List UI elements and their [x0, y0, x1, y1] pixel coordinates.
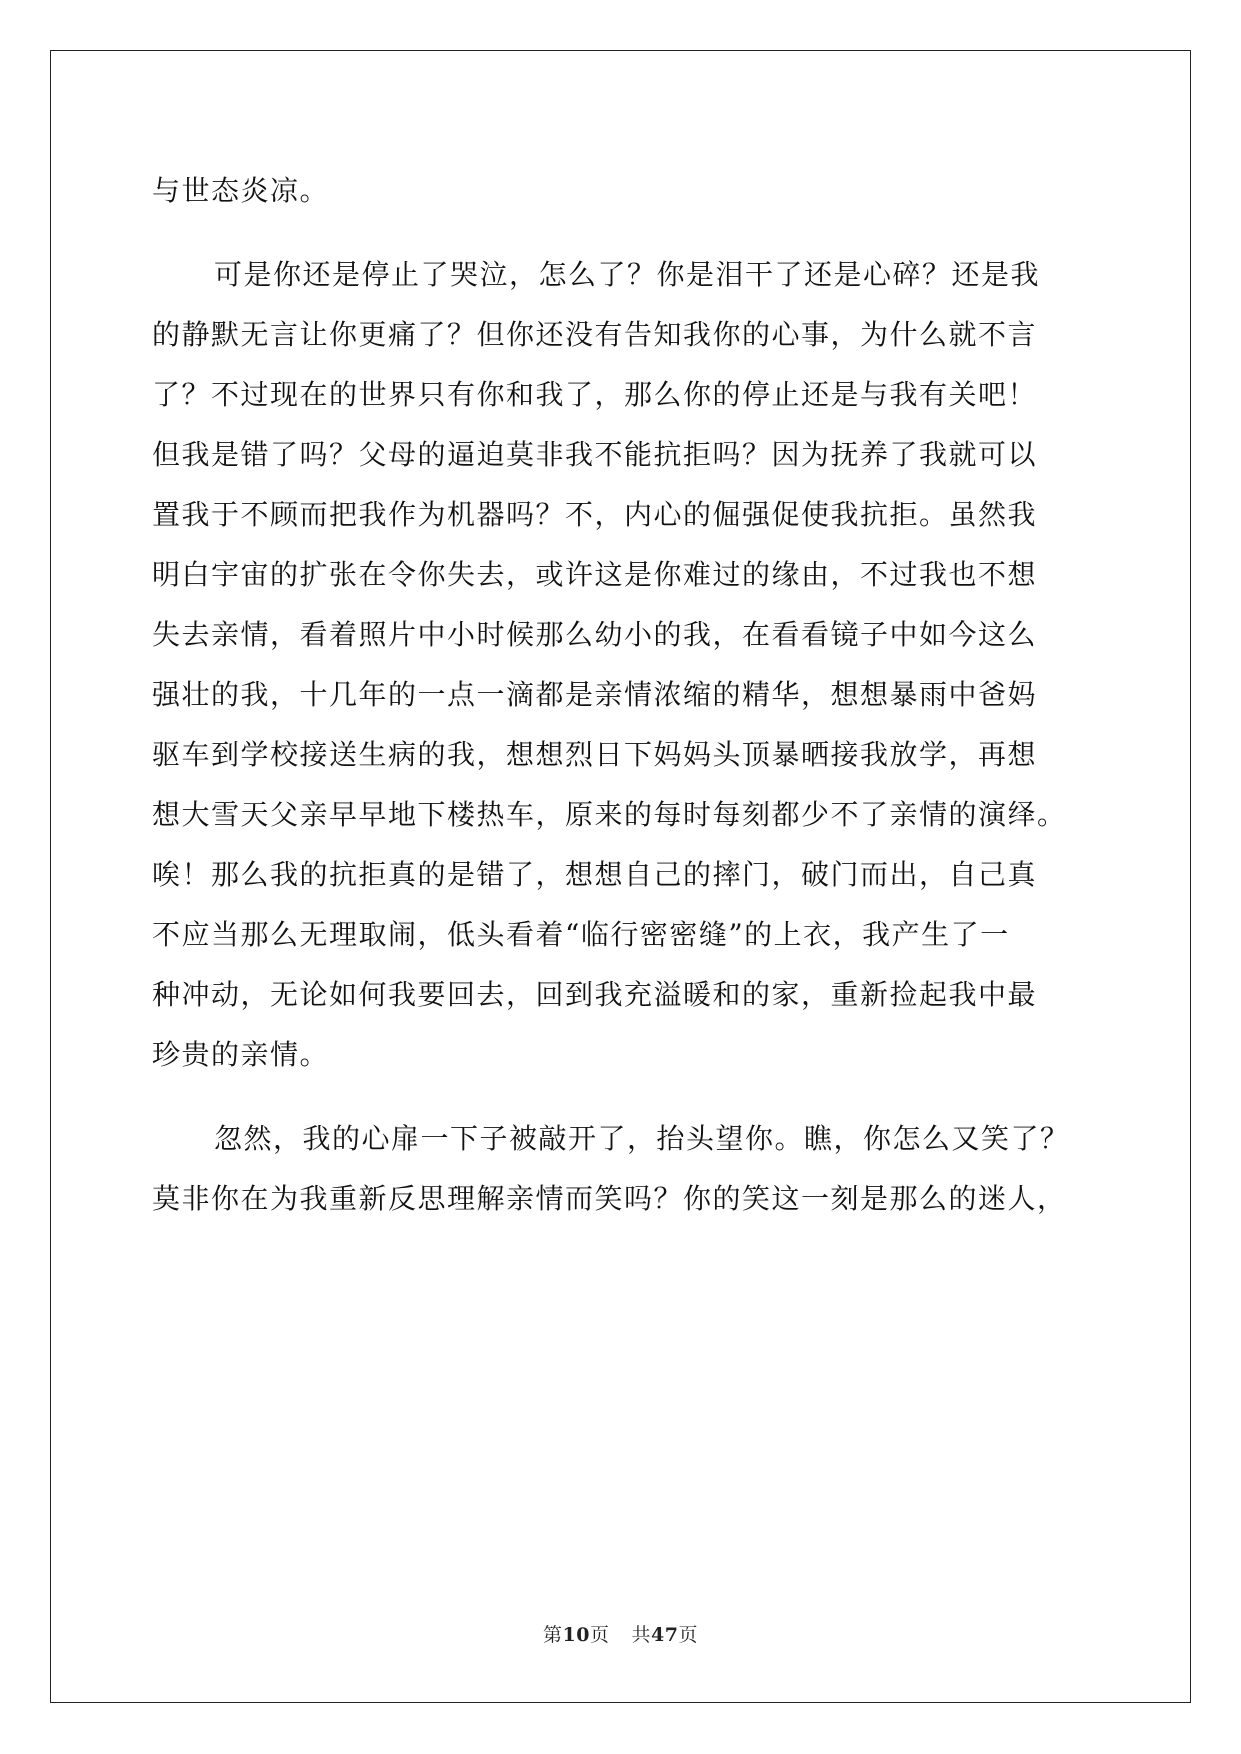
text-line: 明白宇宙的扩张在令你失去，或许这是你难过的缘由，不过我也不想 — [152, 558, 1038, 591]
text-line: 想大雪天父亲早早地下楼热车，原来的每时每刻都少不了亲情的演绎。 — [152, 798, 1067, 831]
text-line: 驱车到学校接送生病的我，想想烈日下妈妈头顶暴晒接我放学，再想 — [152, 738, 1038, 771]
text-line: 莫非你在为我重新反思理解亲情而笑吗？你的笑这一刻是那么的迷人， — [152, 1182, 1067, 1215]
paragraph — [152, 245, 1087, 1085]
page-prefix: 第 — [543, 1624, 563, 1646]
total-unit: 页 — [678, 1624, 698, 1646]
total-page-number: 47 — [651, 1624, 679, 1646]
text-line: 强壮的我，十几年的一点一滴都是亲情浓缩的精华，想想暴雨中爸妈 — [152, 678, 1038, 711]
text-line: 失去亲情，看着照片中小时候那么幼小的我，在看看镜子中如今这么 — [152, 618, 1038, 651]
text-line: 了？不过现在的世界只有你和我了，那么你的停止还是与我有关吧！ — [152, 378, 1038, 411]
text-line: 种冲动，无论如何我要回去，回到我充溢暖和的家，重新捡起我中最 — [152, 978, 1038, 1011]
text-line: 可是你还是停止了哭泣，怎么了？你是泪干了还是心碎？还是我 — [214, 258, 1041, 291]
text-line: 的静默无言让你更痛了？但你还没有告知我你的心事，为什么就不言 — [152, 318, 1038, 351]
text-line: 忽然，我的心扉一下子被敲开了，抬头望你。瞧，你怎么又笑了？ — [214, 1122, 1070, 1155]
paragraph — [152, 161, 1087, 221]
text-line: 但我是错了吗？父母的逼迫莫非我不能抗拒吗？因为抚养了我就可以 — [152, 438, 1038, 471]
total-prefix: 共 — [631, 1624, 652, 1646]
page-footer — [0, 1620, 1241, 1647]
text-line: 置我于不顾而把我作为机器吗？不，内心的倔强促使我抗拒。虽然我 — [152, 498, 1038, 531]
page-unit: 页 — [589, 1624, 610, 1646]
paragraph — [152, 1109, 1087, 1229]
text-line: 珍贵的亲情。 — [152, 1038, 330, 1071]
text-line: 唉！那么我的抗拒真的是错了，想想自己的摔门，破门而出，自己真 — [152, 858, 1038, 891]
document-body — [152, 161, 1087, 1229]
text-line: 与世态炎凉。 — [152, 174, 330, 207]
current-page-number: 10 — [562, 1624, 590, 1646]
text-line: 不应当那么无理取闹，低头看着“临行密密缝”的上衣，我产生了一 — [152, 918, 1010, 951]
